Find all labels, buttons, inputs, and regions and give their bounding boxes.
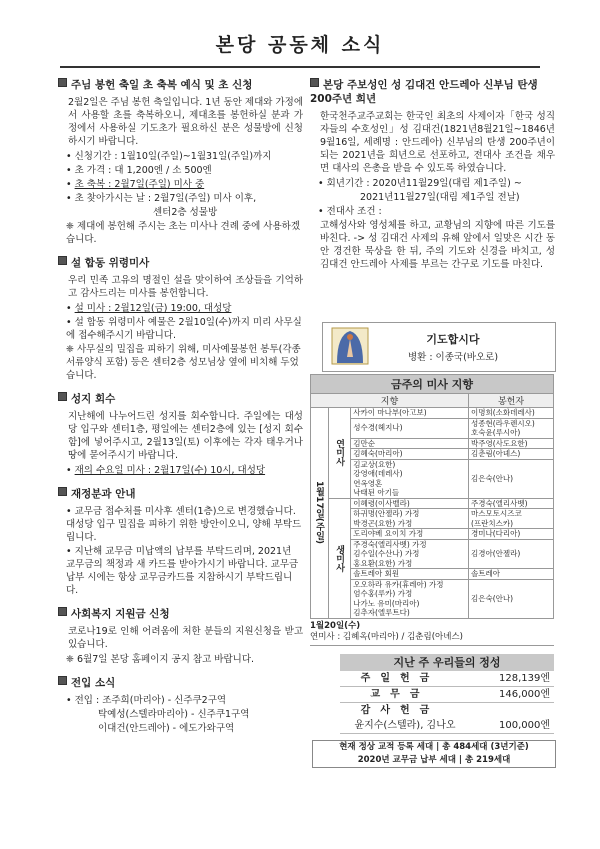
- section-title: 설 합동 위령미사: [71, 257, 150, 269]
- section-title: 성지 회수: [71, 393, 116, 405]
- list-item: • 초 가격 : 대 1,200엔 / 소 500엔: [66, 165, 212, 176]
- square-bullet-icon: [58, 607, 67, 616]
- list-item: • 설 합동 위령미사 예물은 2월10일(수)까지 미리 사무실에 접수해주시기 바랍니다.: [66, 317, 302, 341]
- list-item: • 교무금 접수처를 미사후 센터(1층)으로 변경했습니다. 대성당 입구 밀집을 피하기 위한 방안이오니, 양해 부탁드립니다.: [66, 506, 302, 543]
- list-item: • 재의 수요일 미사 : 2월17일(수) 10시, 대성당: [66, 465, 266, 476]
- mass-date: 1월17일(주일): [311, 408, 329, 619]
- title-rule: [60, 66, 540, 68]
- offering-row: 주일헌금 128,139엔: [340, 671, 554, 687]
- column-header: 지향: [311, 394, 469, 408]
- table-cell: 김춘림(아녜스): [468, 449, 553, 460]
- square-bullet-icon: [58, 256, 67, 265]
- section-text: 한국천주교주교회는 한국인 최초의 사제이자「한국 성직자들의 수호성인」성 김대건(1821년8월21일~1846년9월16일, 세례명 : 안드레아) 신부님의 탄생 200주년이 되는 2021년을 희년으로 선포하고, 전대사 조건을 채우면 대사의 은총을 받을 수 있도록 하였습니다.: [320, 111, 555, 174]
- section-title: 본당 주보성인 성 김대건 안드레아 신부님 탄생 200주년 희년: [310, 79, 538, 105]
- table-cell: 솔트레아 회원: [351, 569, 469, 580]
- square-bullet-icon: [58, 392, 67, 401]
- note: ❈ 제대에 봉헌해 주시는 초는 미사나 견례 중에 사용하겠습니다.: [66, 221, 301, 245]
- list-item: • 회년기간 : 2020년11월29일(대림 제1주일) ~: [318, 178, 522, 189]
- list-item: • 전입 : 조주희(마리아) - 신주쿠2구역: [66, 695, 227, 706]
- list-item-continued: 탁예성(스텔라마리아) - 신주쿠1구역: [98, 709, 250, 720]
- section-text: 코로나19로 인해 어려움에 처한 분들의 지원신청을 받고 있습니다.: [68, 626, 303, 650]
- section-welfare: [58, 607, 303, 666]
- stats-line: 현재 정상 교적 등록 세대 | 총 484세대 (3년기준): [339, 742, 529, 752]
- section-palm-collection: [58, 392, 303, 477]
- weekday-mass-date: 1월20일(수): [310, 621, 361, 631]
- offering-row: 감사헌금: [360, 705, 440, 716]
- table-cell: 이명희(소화데레사): [468, 408, 553, 419]
- list-item: • 전대사 조건 :: [318, 206, 382, 217]
- note: ❈ 사무실의 밀집을 피하기 위해, 미사예물봉헌 봉투(각종 서류양식 포함) 등은 센터2층 성모님상 옆에 비치해 두었습니다.: [66, 344, 301, 381]
- table-cell: 김만순: [351, 438, 469, 449]
- list-item: • 초 축복 : 2월7일(주일) 미사 중: [66, 179, 205, 190]
- table-cell: 김혜숙(마리아): [351, 449, 469, 460]
- parish-stats: [312, 740, 556, 768]
- table-header: 금주의 미사 지향: [311, 375, 554, 394]
- square-bullet-icon: [58, 676, 67, 685]
- table-cell: 경미나(다리아): [468, 529, 553, 540]
- note: ❈ 6월7일 본당 홈페이지 공지 참고 바랍니다.: [66, 654, 255, 665]
- section-text: 지난해에 나누어드린 성지를 회수합니다. 주일에는 대성당 입구와 센터1층, 평일에는 센터2층에 있는 [성지 회수함]에 넣어주시고, 2월13일(토) 이후에는 각자 태우거나 땅에 묻어주시기 바랍니다.: [68, 411, 303, 461]
- section-text: 2월2일은 주님 봉헌 축일입니다. 1년 동안 제대와 가정에서 사용할 초를 축복하오니, 제대초를 봉헌하실 분과 가정에서 사용하실 기도초가 필요하신 분은 성물방에 신청하시기 바랍니다.: [68, 97, 304, 147]
- table-cell: 주경숙(엘리사벳): [468, 498, 553, 509]
- square-bullet-icon: [58, 78, 67, 87]
- list-item: • 초 찾아가시는 날 : 2월7일(주일) 미사 이후,: [66, 193, 257, 204]
- section-jubilee: [310, 78, 555, 271]
- offering-row: 윤지수(스텔라), 김나오 100,000엔: [340, 718, 554, 734]
- table-cell: 박주영(사도요한): [468, 438, 553, 449]
- requiem-mass-label: 연미사: [329, 408, 351, 499]
- section-candle-blessing: [58, 78, 303, 246]
- table-cell: 사카이 마나부(아고보): [351, 408, 469, 419]
- section-finance: [58, 487, 303, 597]
- table-cell: 김경아(안젤라): [468, 539, 553, 569]
- section-title: 주님 봉헌 축일 초 축복 예식 및 초 신청: [71, 79, 253, 91]
- offering-title: 지난 주 우리들의 정성: [340, 654, 554, 671]
- table-cell: 이혜령(이사벨라): [351, 498, 469, 509]
- page-title: 본당 공동체 소식: [215, 34, 385, 56]
- stats-line: 2020년 교무금 납부 세대 | 총 219세대: [357, 755, 511, 765]
- table-cell: 김은숙(안나): [468, 459, 553, 498]
- table-cell: 김교상(요한) 강영애(데레사) 연옥영혼 낙태된 아기들: [351, 459, 469, 498]
- offering-row: 교무금 146,000엔: [340, 687, 554, 703]
- table-cell: 김은숙(안나): [468, 579, 553, 618]
- table-cell: 마스모토시즈코 (프란치스카): [468, 509, 553, 529]
- list-item: • 지난해 교무금 미납액의 납부를 부탁드리며, 2021년 교무금의 책정과 새 카드를 받아가시기 바랍니다. 교무금 납부 시에는 항상 교무금카드를 지참하시기 부탁드립니다.: [66, 546, 299, 596]
- section-memorial-mass: [58, 256, 303, 382]
- table-cell: 성수경(헤지나): [351, 418, 469, 438]
- section-text: 고해성사와 영성체를 하고, 교황님의 지향에 따른 기도를 바친다. -> 성 김대건 사제의 유해 앞에서 일맞은 시간 동안 경건한 묵상을 한 뒤, 주의 기도와 신경을 바치고, 성 김대건 안드레아 사제를 부르는 간구로 기도를 마친다.: [320, 220, 555, 270]
- table-cell: 솔트레아: [468, 569, 553, 580]
- prayer-box: [322, 322, 556, 372]
- offering-table: [340, 654, 554, 734]
- living-mass-label: 생미사: [329, 498, 351, 618]
- table-cell: 주경숙(엘리사벳) 가정 김수일(수산나) 가정 홍요환(요한) 가정: [351, 539, 469, 569]
- prayer-title: 기도합시다: [426, 333, 480, 346]
- list-item-continued: 2021년11월27일(대림 제1주일 전날): [360, 192, 520, 203]
- weekday-mass: [310, 621, 554, 646]
- list-item: • 설 미사 : 2월12일(금) 19:00, 대성당: [66, 303, 232, 314]
- mass-intention-table: [310, 374, 554, 619]
- table-cell: 오오하라 유카(휴레아) 가정 엄수홍(루카) 가정 나가노 유미(마리아) 김추자(엘루트다): [351, 579, 469, 618]
- list-item: • 신청기간 : 1월10일(주일)~1월31일(주일)까지: [66, 151, 272, 162]
- praying-hands-icon: [331, 327, 369, 365]
- table-cell: 성종현(라우렌시오) 호숙윤(루시아): [468, 418, 553, 438]
- list-item-continued: 센터2층 성물방: [153, 207, 218, 218]
- weekday-mass-line: 연미사 : 김혜옥(마리아) / 김춘림(아녜스): [310, 632, 463, 642]
- prayer-patient: 병환 : 이종국(바오로): [407, 352, 499, 363]
- left-column: [58, 78, 303, 745]
- right-column: [310, 78, 555, 281]
- section-title: 전입 소식: [71, 677, 116, 689]
- table-cell: 하귀명(안젤라) 가정 박경곤(요한) 가정: [351, 509, 469, 529]
- table-cell: 도리야베 요이치 가정: [351, 529, 469, 540]
- square-bullet-icon: [310, 78, 319, 87]
- square-bullet-icon: [58, 487, 67, 496]
- section-text: 우리 민족 고유의 명절인 설을 맞이하여 조상들을 기억하고 감사드리는 미사를 봉헌합니다.: [68, 275, 303, 299]
- list-item-continued: 이대건(안드레아) - 에도가와구역: [98, 723, 235, 734]
- section-title: 사회복지 지원금 신청: [71, 608, 170, 620]
- section-transfer: [58, 676, 303, 735]
- section-title: 재정분과 안내: [71, 488, 136, 500]
- column-header: 봉헌자: [468, 394, 553, 408]
